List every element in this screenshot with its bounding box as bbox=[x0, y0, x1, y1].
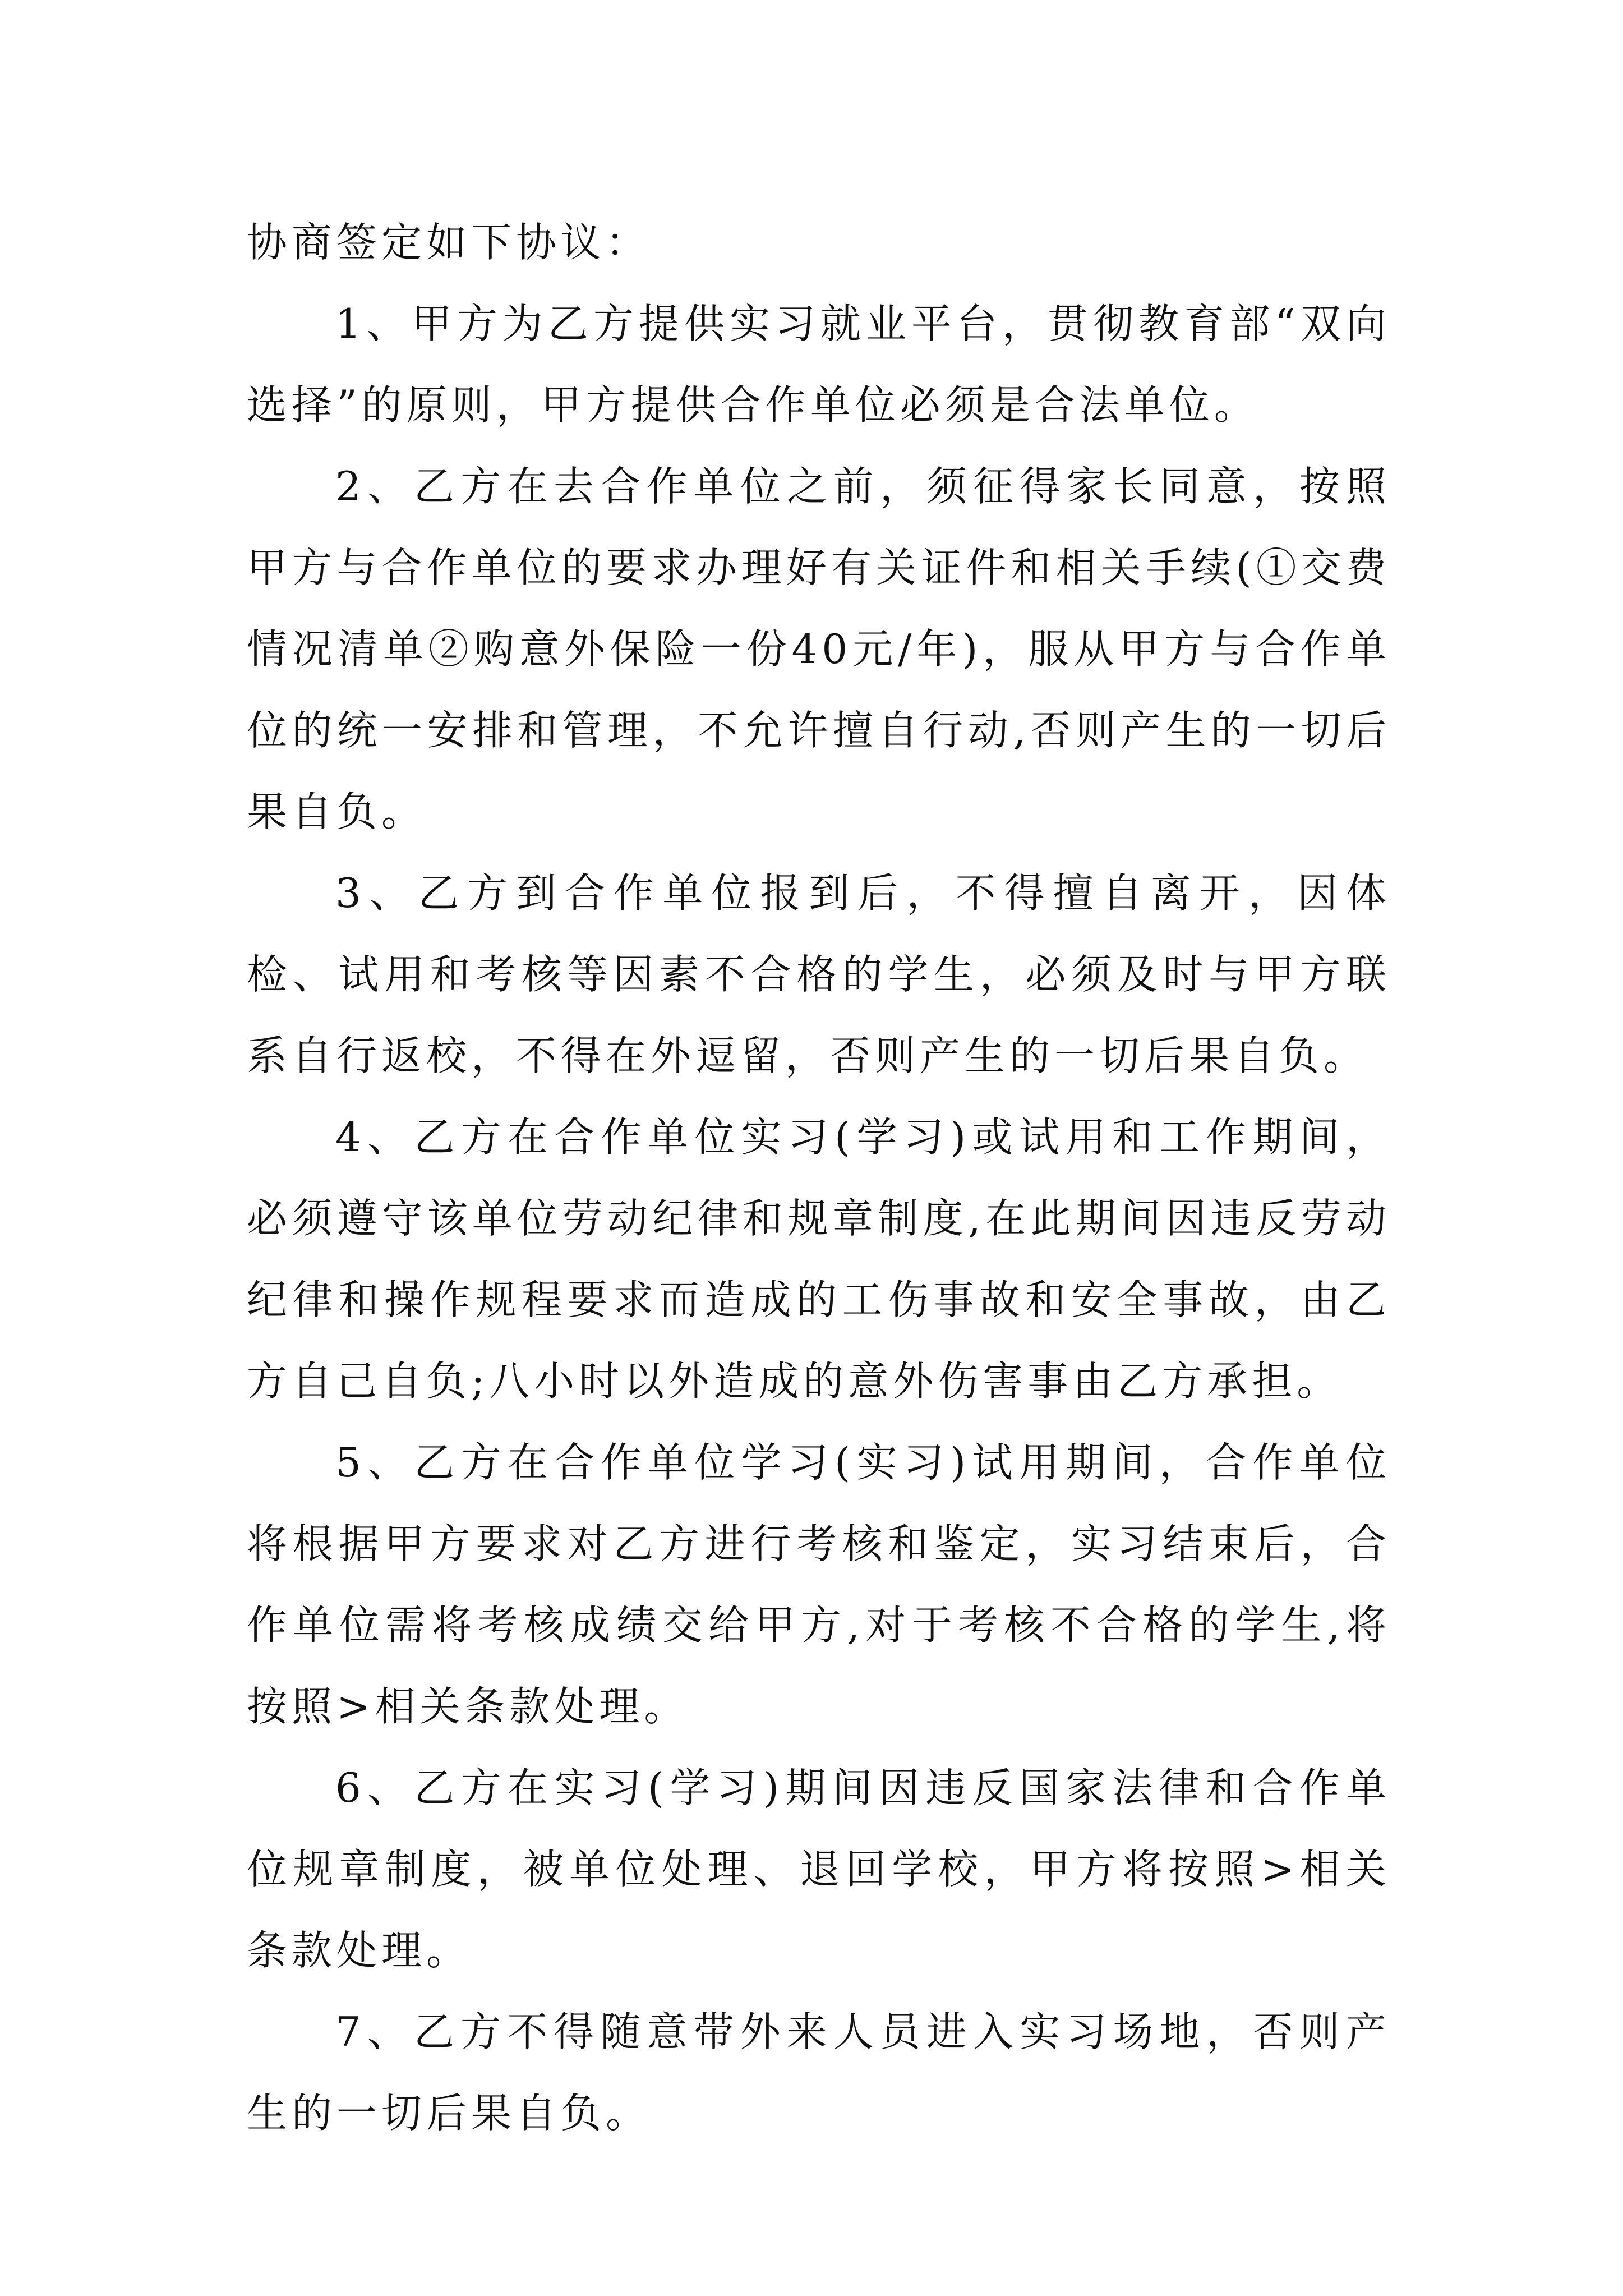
clause-3: 3、乙方到合作单位报到后，不得擅自离开，因体检、试用和考核等因素不合格的学生，必须及时与甲方联系自行返校，不得在外逗留，否则产生的一切后果自负。 bbox=[247, 869, 1391, 1079]
intro-paragraph: 协商签定如下协议： bbox=[247, 219, 651, 266]
clause-2: 2、乙方在去合作单位之前，须征得家长同意，按照甲方与合作单位的要求办理好有关证件和相关手续(①交费情况清单②购意外保险一份40元/年)，服从甲方与合作单位的统一安排和管理，不允许擅自行动,否则产生的一切后果自负。 bbox=[247, 463, 1391, 835]
clause-7: 7、乙方不得随意带外来人员进入实习场地，否则产生的一切后果自负。 bbox=[247, 2008, 1391, 2137]
clause-4: 4、乙方在合作单位实习(学习)或试用和工作期间，必须遵守该单位劳动纪律和规章制度,在此期间因违反劳动纪律和操作规程要求而造成的工伤事故和安全事故，由乙方自己自负;八小时以外造成的意外伤害事由乙方承担。 bbox=[247, 1114, 1391, 1405]
clause-6: 6、乙方在实习(学习)期间因违反国家法律和合作单位规章制度，被单位处理、退回学校，甲方将按照>相关条款处理。 bbox=[247, 1764, 1391, 1974]
clause-1: 1、甲方为乙方提供实习就业平台，贯彻教育部“双向选择”的原则，甲方提供合作单位必须是合法单位。 bbox=[247, 300, 1391, 429]
clause-5: 5、乙方在合作单位学习(实习)试用期间，合作单位将根据甲方要求对乙方进行考核和鉴定，实习结束后，合作单位需将考核成绩交给甲方,对于考核不合格的学生,将按照>相关条款处理。 bbox=[247, 1439, 1391, 1730]
document-body bbox=[247, 202, 1391, 2154]
